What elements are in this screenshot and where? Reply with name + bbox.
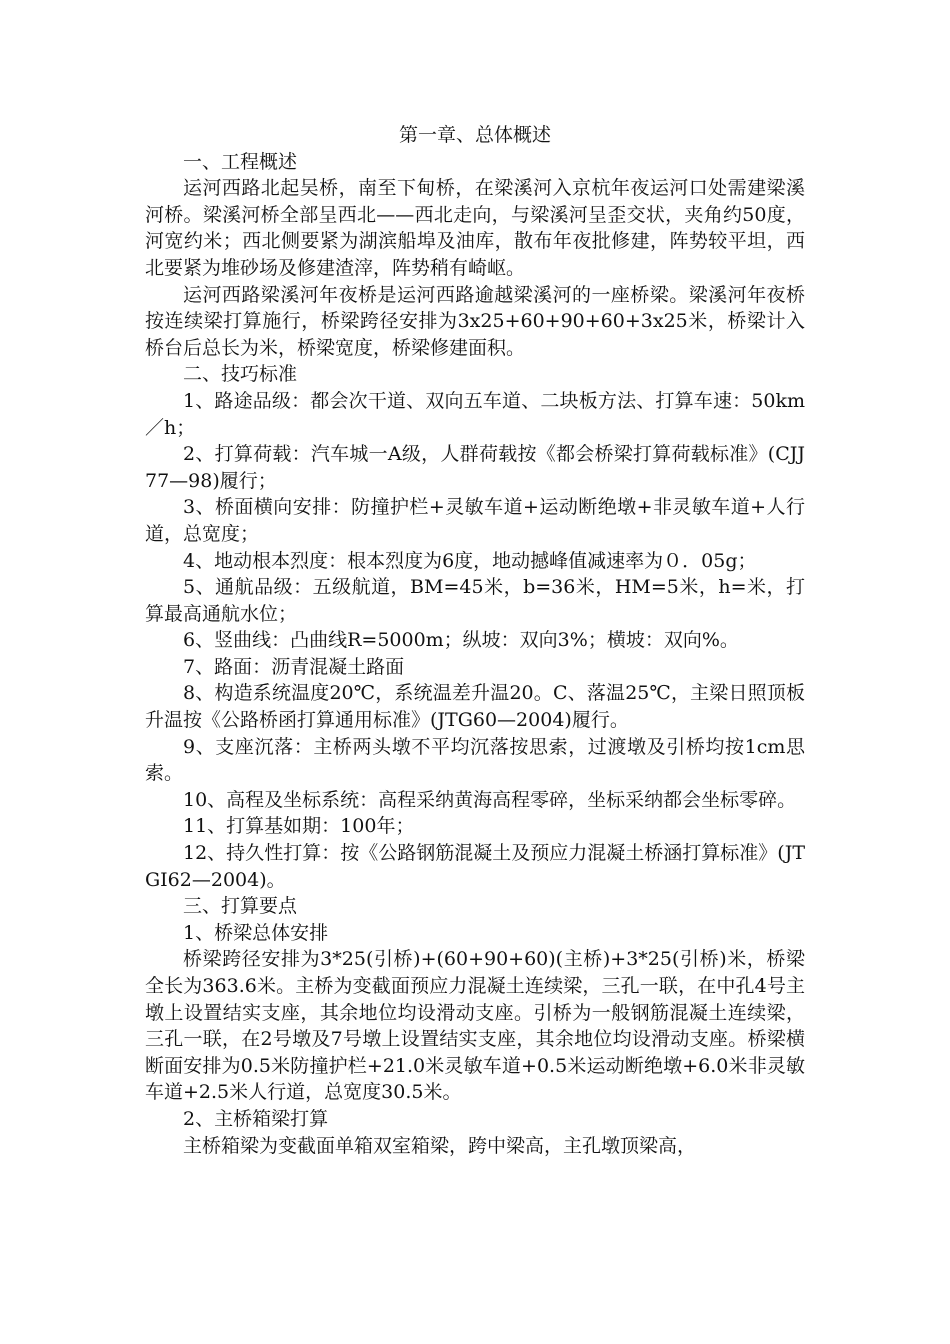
standard-item-7: 7、路面：沥青混凝土路面 [183,655,405,678]
standard-item-8: 8、构造系统温度20℃，系统温差升温20。C、落温25℃，主梁日照顶板升温按《公路桥函打算通用标准》(JTG60—2004)履行。 [145,682,805,732]
section-heading-standards: 二、技巧标准 [183,363,298,386]
chapter-title: 第一章、总体概述 [398,124,551,146]
standard-item-11: 11、打算基如期：100年； [183,815,415,838]
paragraph-layout: 桥梁跨径安排为3*25(引桥)+(60+90+60)(主桥)+3*25(引桥)米，桥梁全长为363.6米。主桥为变截面预应力混凝土连续梁，三孔一联，在中孔4号主墩上设置结实支座，其余地位均设滑动支座。引桥为一般钢筋混凝土连续梁，三孔一联，在2号墩及7号墩上设置结实支座，其余地位均设滑动支座。桥梁横断面安排为0.5米防撞护栏+21.0米灵敏车道+0.5米运动断绝墩+6.0米非灵敏车道+2.5米人行道，总宽度30.5米。 [145,948,805,1104]
standard-item-4: 4、地动根本烈度：根本烈度为6度，地动撼峰值减速率为０．05g； [183,549,757,572]
standard-item-2: 2、打算荷载：汽车城一A级，人群荷载按《都会桥梁打算荷载标准》(CJJ77—98)履行； [145,443,805,492]
paragraph-overview-2: 运河西路梁溪河年夜桥是运河西路逾越梁溪河的一座桥梁。梁溪河年夜桥按连续梁打算施行，桥梁跨径安排为3x25+60+90+60+3x25米，桥梁计入桥台后总长为米，桥梁宽度，桥梁修建面积。 [145,283,805,359]
section-heading-design-points: 三、打算要点 [183,895,298,918]
standard-item-1: 1、路途品级：都会次干道、双向五车道、二块板方法、打算车速：50km／h； [145,389,805,439]
subsection-heading-layout: 1、桥梁总体安排 [183,921,329,944]
standard-item-5: 5、通航品级：五级航道，BM=45米，b=36米，HM=5米，h=米，打算最高通航水位； [145,576,805,625]
standard-item-9: 9、支座沉落：主桥两头墩不平均沉落按思索，过渡墩及引桥均按1cm思索。 [145,735,805,785]
standard-item-12: 12、持久性打算：按《公路钢筋混凝土及预应力混凝土桥涵打算标准》(JTGI62—2004)。 [145,842,805,891]
standard-item-10: 10、高程及坐标系统：高程采纳黄海高程零碎，坐标采纳都会坐标零碎。 [183,788,797,811]
standard-item-3: 3、桥面横向安排：防撞护栏+灵敏车道+运动断绝墩+非灵敏车道+人行道，总宽度； [145,496,805,545]
subsection-heading-box-girder: 2、主桥箱梁打算 [183,1107,329,1130]
section-heading-overview: 一、工程概述 [183,150,298,173]
document-page [145,122,805,1159]
paragraph-overview-1: 运河西路北起吴桥，南至下甸桥，在梁溪河入京杭年夜运河口处需建梁溪河桥。梁溪河桥全部呈西北——西北走向，与梁溪河呈歪交状，夹角约50度，河宽约米；西北侧要紧为湖滨船埠及油库，散布年夜批修建，阵势较平坦，西北要紧为堆砂场及修建渣滓，阵势稍有崎岖。 [145,177,805,279]
standard-item-6: 6、竖曲线：凸曲线R=5000m；纵坡：双向3%；横坡：双向%。 [183,629,739,652]
paragraph-box-girder: 主桥箱梁为变截面单箱双室箱梁，跨中梁高，主孔墩顶梁高， [183,1134,697,1157]
